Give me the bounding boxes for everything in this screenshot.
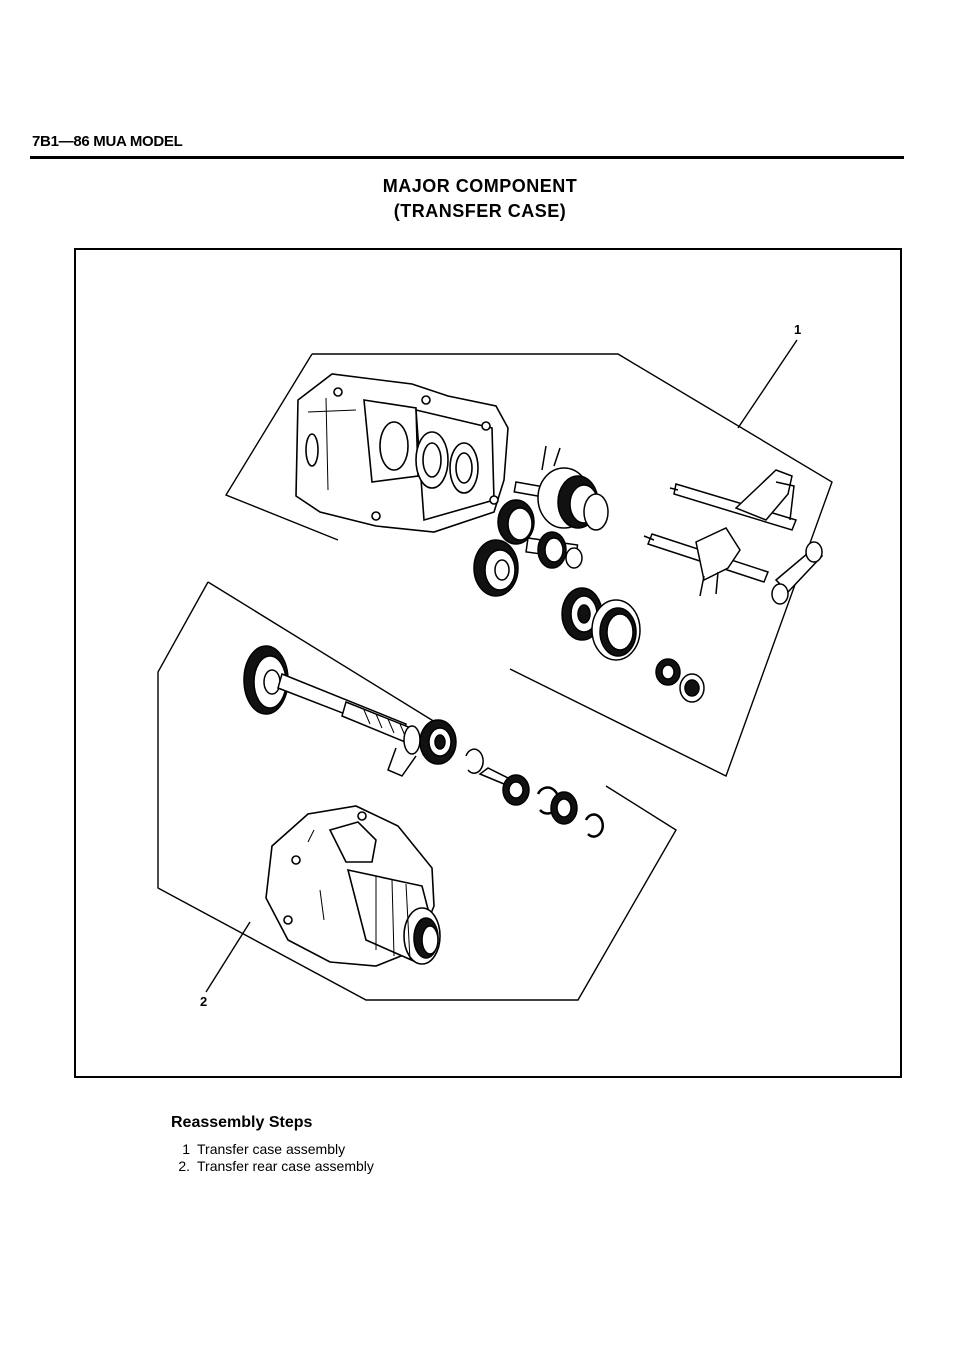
reassembly-steps [171,1114,374,1175]
callout-2: 2 [200,994,208,1009]
exploded-view-drawing [76,250,900,1076]
leader-line-1 [738,340,797,428]
bearings-snap-rings [420,720,603,837]
synchro-hub-sleeve [562,588,704,702]
shift-rails-forks [644,470,822,604]
exploded-view-figure [74,248,902,1078]
rear-case-housing [266,806,440,966]
output-shaft [244,646,420,776]
front-case-housing [296,374,508,532]
page-title-line2: (TRANSFER CASE) [393,201,567,221]
header-rule [30,156,904,159]
leader-line-2 [206,922,250,992]
step-text: Transfer rear case assembly [197,1158,374,1174]
page-header: 7B1—86 MUA MODEL [32,133,183,150]
step-item [171,1141,374,1158]
page-title-line1: MAJOR COMPONENT [382,176,578,196]
step-number: 2. [178,1158,190,1174]
callout-1: 1 [794,322,802,337]
step-item [171,1158,374,1175]
step-number: 1 [182,1141,190,1157]
steps-heading: Reassembly Steps [171,1114,313,1131]
step-text: Transfer case assembly [197,1141,346,1157]
